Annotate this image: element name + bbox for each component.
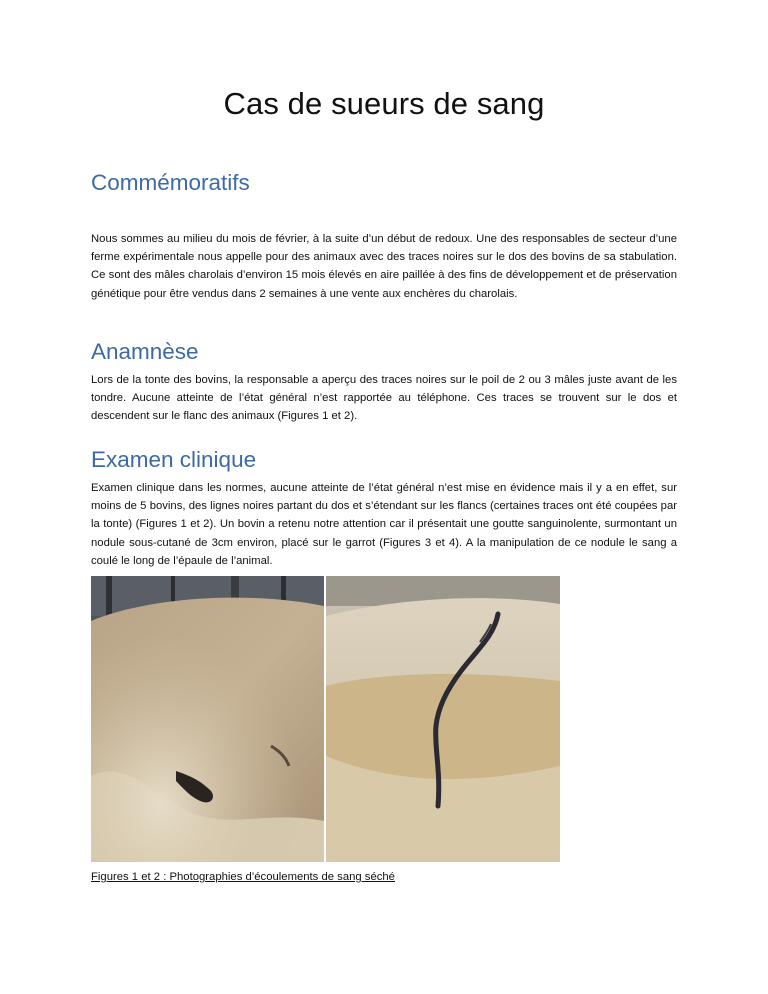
heading-anamnese: Anamnèse (91, 339, 199, 364)
figure-caption: Figures 1 et 2 : Photographies d’écoulements de sang séché (91, 871, 395, 883)
heading-commemoratifs: Commémoratifs (91, 170, 250, 195)
paragraph-examen-clinique: Examen clinique dans les normes, aucune atteinte de l’état général n’est mise en évidence mais il y a en effet, sur moins de 5 bovins, des lignes noires partant du dos et s’étendant sur les flancs (certaines traces ont été coupées par la tonte) (Figures 1 et 2). Un bovin a retenu notre attention car il présentait une goutte sanguinolente, surmontant un nodule sous-cutané de 3cm environ, placé sur le garrot (Figures 3 et 4). A la manipulation de ce nodule le sang a coulé le long de l’épaule de l’animal. (91, 482, 677, 567)
heading-examen-clinique: Examen clinique (91, 447, 257, 472)
photo-figure-1 (91, 576, 324, 862)
paragraph-commemoratifs: Nous sommes au milieu du mois de février, à la suite d’un début de redoux. Une des responsables de secteur d’une ferme expérimentale nous appelle pour des animaux avec des traces noires sur le dos des bovins de sa stabulation. Ce sont des mâles charolais d’environ 15 mois élevés en aire paillée à des fins de développement et de préservation génétique pour être vendus dans 2 semaines à une vente aux enchères du charolais. (91, 233, 677, 300)
page-title: Cas de sueurs de sang (223, 86, 545, 121)
paragraph-anamnese: Lors de la tonte des bovins, la responsable a aperçu des traces noires sur le poil de 2 ou 3 mâles juste avant de les tondre. Aucune atteinte de l’état général n’est rapportée au téléphone. Ces traces se trouvent sur le dos et descendent sur le flanc des animaux (Figures 1 et 2). (91, 374, 677, 423)
photo-figure-2 (326, 576, 560, 862)
figure-photographs (91, 576, 560, 862)
